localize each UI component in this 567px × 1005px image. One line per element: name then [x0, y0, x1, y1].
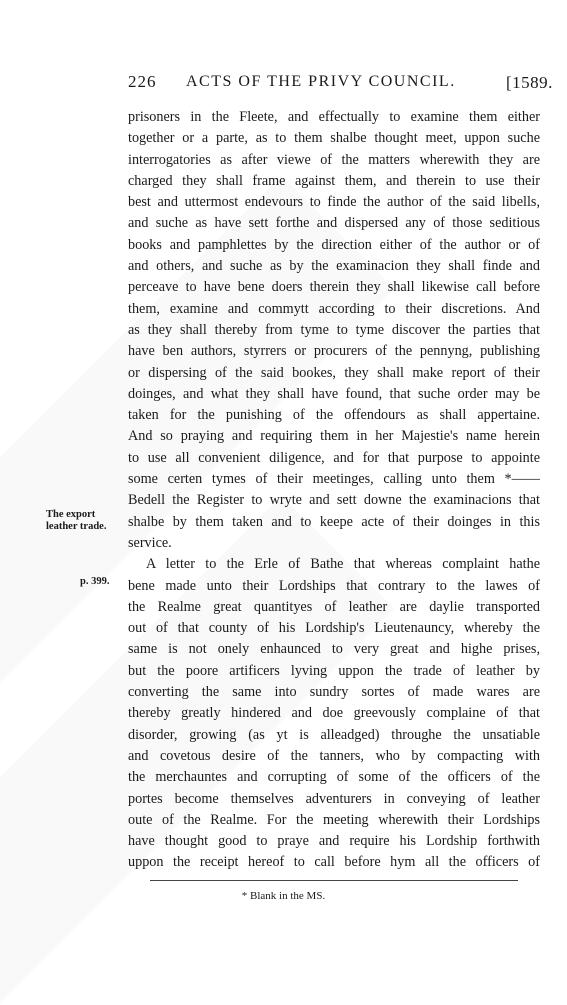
running-title: ACTS OF THE PRIVY COUNCIL.	[186, 73, 456, 90]
text-line: uppon the receipt hereof to call before hym all the officers of	[128, 854, 540, 871]
body-text	[128, 107, 540, 874]
text-line: thereby greatly hindered and doe greevously complaine of that	[128, 705, 540, 722]
text-line: the merchauntes and corrupting of some of the officers of the	[128, 769, 540, 786]
text-line: but the poore artificers lyving uppon the trade of leather by	[128, 662, 540, 679]
text-line: to use all convenient diligence, and for that purpose to appointe	[128, 449, 540, 466]
text-line: shalbe by them taken and to keepe acte of their doinges in this	[128, 513, 540, 530]
text-line: bene made unto their Lordships that contrary to the lawes of	[128, 577, 540, 594]
text-line: portes become themselves adventurers in conveying of leather	[128, 790, 540, 807]
text-line: disorder, growing (as yt is alleadged) throughe the unsatiable	[128, 726, 540, 743]
text-line: doinges, and what they shall have found, that suche order may be	[128, 385, 540, 402]
text-line: the Realme great quantityes of leather are daylie transported	[128, 598, 540, 615]
margin-note-page-ref: p. 399.	[80, 576, 110, 587]
margin-note-line: leather trade.	[46, 521, 107, 532]
text-line: as they shall thereby from tyme to tyme discover the parties that	[128, 321, 540, 338]
paragraph-2	[128, 554, 540, 873]
text-line: same is not onely enhaunced to very great and highe prises,	[128, 641, 540, 658]
text-line: A letter to the Erle of Bathe that whereas complaint hathe	[146, 556, 540, 573]
page-number: 226	[128, 72, 157, 91]
text-line: prisoners in the Fleete, and effectually to examine them either	[128, 109, 540, 125]
text-line: and others, and suche as by the examinacion they shall finde and	[128, 258, 540, 275]
text-line: have ben authors, styrrers or procurers of the pennyng, publishing	[128, 343, 540, 360]
margin-note-line: The export	[46, 509, 96, 520]
text-line: converting the same into sundry sortes of made wares are	[128, 684, 540, 701]
text-line: together or a parte, as to them shalbe thought meet, uppon suche	[128, 130, 540, 147]
text-line: Bedell the Register to wryte and sett downe the examinacions that	[128, 492, 540, 509]
text-line: And so praying and requiring them in her Majestie's name herein	[128, 428, 540, 445]
text-line: charged they shall frame against them, and therein to use their	[128, 172, 540, 189]
text-line: interrogatories as after viewe of the matters wherewith they are	[128, 151, 540, 168]
text-line: perceave to have bene doers therein they shall likewise call before	[128, 279, 540, 296]
text-line: oute of the Realme. For the meeting wherewith their Lordships	[128, 811, 540, 828]
footnote-rule	[150, 880, 518, 881]
text-line: or dispersing of the said bookes, they shall make report of their	[128, 364, 540, 381]
footnote: * Blank in the MS.	[241, 890, 326, 902]
text-line: have thought good to praye and require his Lordship forthwith	[128, 833, 540, 850]
text-line: best and uttermost endevours to finde the author of the said libells,	[128, 194, 540, 211]
text-line: and suche as have sett forthe and dispersed any of those seditious	[128, 215, 540, 232]
margin-note-export-leather	[46, 509, 106, 533]
text-line: and covetous desire of the tanners, who by compacting with	[128, 747, 540, 764]
text-line: taken for the punishing of the offendours as shall appertaine.	[128, 407, 540, 424]
page-header	[0, 72, 567, 96]
text-line: some certen tymes of their meetinges, calling unto them *——	[128, 471, 540, 488]
text-line: out of that county of his Lordship's Lieutenauncy, whereby the	[128, 620, 540, 637]
text-line: books and pamphlettes by the direction either of the author or of	[128, 236, 540, 253]
text-line: them, examine and commytt according to their discretions. And	[128, 300, 540, 317]
year-marker: [1589.	[506, 73, 553, 92]
text-line: service.	[128, 534, 172, 551]
paragraph-1	[128, 107, 540, 554]
